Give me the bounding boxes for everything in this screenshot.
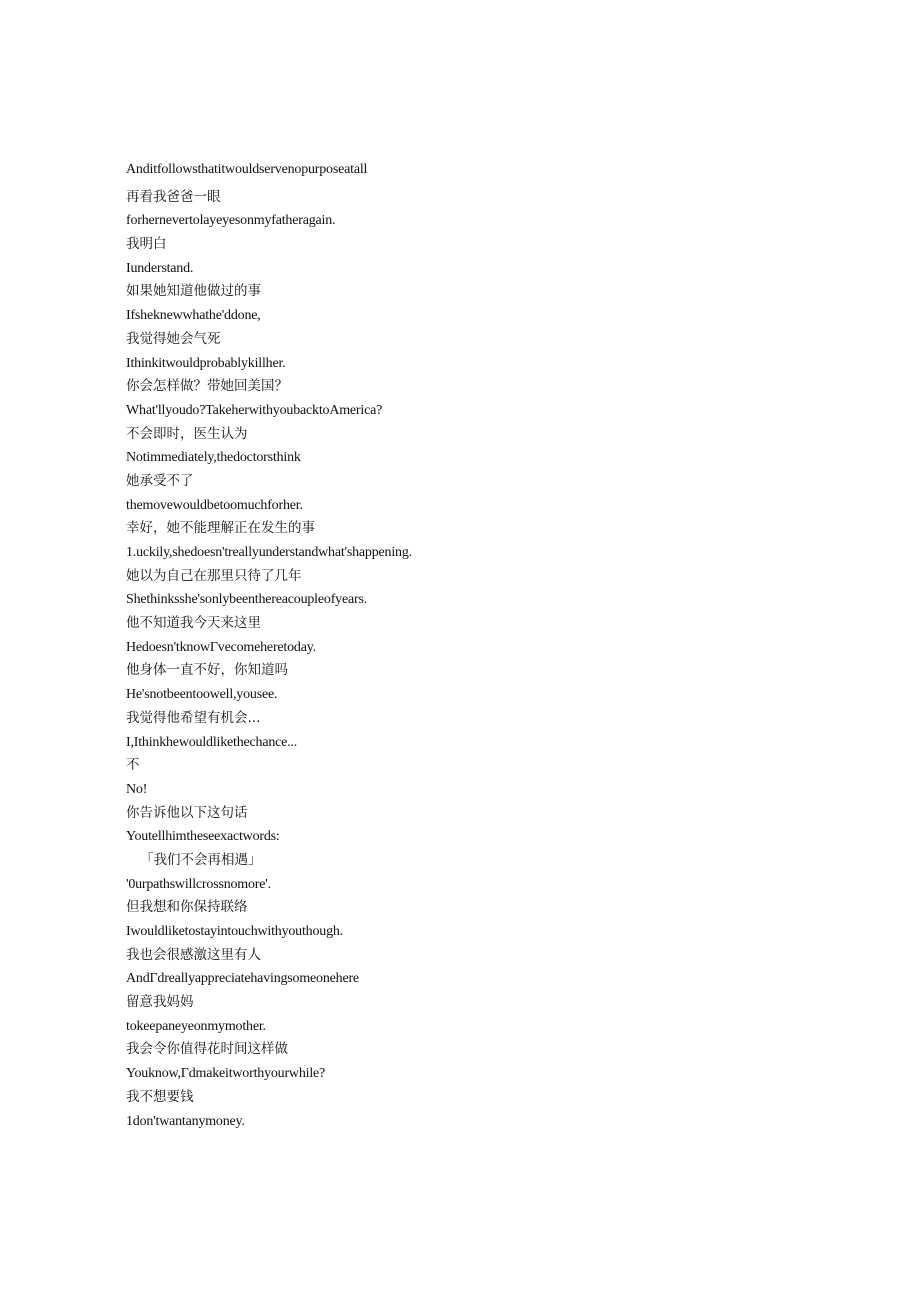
text-line-chinese: 他身体一直不好，你知道吗: [126, 662, 288, 679]
text-line-english: 1.uckily,shedoesn'treallyunderstandwhat'shappening.: [126, 545, 412, 560]
text-line-english: themovewouldbetoomuchforher.: [126, 497, 303, 513]
text-line-chinese: 我明白: [126, 236, 167, 253]
text-line-english: Ithinkitwouldprobablykillher.: [126, 355, 286, 371]
text-line-english: Youtellhimtheseexactwords:: [126, 829, 280, 845]
text-line-chinese: 她承受不了: [126, 472, 194, 489]
text-line-english: What'llyoudo?TakeherwithyoubacktoAmerica?: [126, 402, 383, 418]
text-line-chinese: 但我想和你保持联络: [126, 899, 248, 916]
text-line-chinese: 我觉得他希望有机会...: [126, 709, 261, 726]
text-line-chinese: 你告诉他以下这句话: [126, 804, 248, 821]
text-line-chinese: 再看我爸爸一眼: [126, 188, 221, 205]
text-line-english: No!: [126, 781, 148, 797]
text-line-chinese: 她以为自己在那里只待了几年: [126, 567, 302, 584]
text-line-chinese: 我觉得她会气死: [126, 330, 221, 347]
text-line-english: I,Ithinkhewouldlikethechance...: [126, 734, 298, 750]
text-line-english: '0urpathswillcrossnomore'.: [126, 876, 271, 892]
text-line-english: forhernevertolayeyesonmyfatheragain.: [126, 213, 336, 229]
text-line-english: Anditfollowsthatitwouldservenopurposeatall: [126, 162, 368, 177]
document-body: [126, 158, 826, 1133]
text-line-english: Shethinksshe'sonlybeenthereacoupleofyears.: [126, 592, 367, 608]
text-line-chinese: 我不想要钱: [126, 1088, 194, 1105]
text-line-chinese: 不: [126, 757, 140, 774]
text-line-english: tokeepaneyeonmymother.: [126, 1018, 266, 1034]
text-line-chinese: 我也会很感激这里有人: [126, 946, 261, 963]
text-line-chinese: 不会即时，医生认为: [126, 425, 248, 442]
text-line-english: Iwouldliketostayintouchwithyouthough.: [126, 924, 343, 939]
text-line-english: Ifsheknewwhathe'ddone,: [126, 308, 261, 324]
text-line-chinese: 留意我妈妈: [126, 994, 194, 1011]
text-line-chinese: 你会怎样做？带她回美国？: [126, 378, 288, 395]
text-line-chinese: 幸好，她不能理解正在发生的事: [126, 520, 315, 537]
text-line-chinese: 他不知道我今天来这里: [126, 615, 261, 632]
text-line-english: Notimmediately,thedoctorsthink: [126, 450, 301, 466]
text-line-english: 1don'twantanymoney.: [126, 1113, 245, 1129]
text-line-english: He'snotbeentoowell,yousee.: [126, 687, 278, 703]
text-line-chinese: 「我们不会再相遇」: [140, 851, 262, 868]
text-line-english: Iunderstand.: [126, 260, 194, 276]
text-line-chinese: 如果她知道他做过的事: [126, 283, 261, 300]
text-line-chinese: 我会令你值得花时间这样做: [126, 1041, 288, 1058]
text-line-english: Youknow,Γdmakeitworthyourwhile?: [126, 1066, 326, 1082]
text-line-english: AndΓdreallyappreciatehavingsomeonehere: [126, 971, 359, 987]
text-line-english: Hedoesn'tknowΓvecomeheretoday.: [126, 639, 316, 655]
